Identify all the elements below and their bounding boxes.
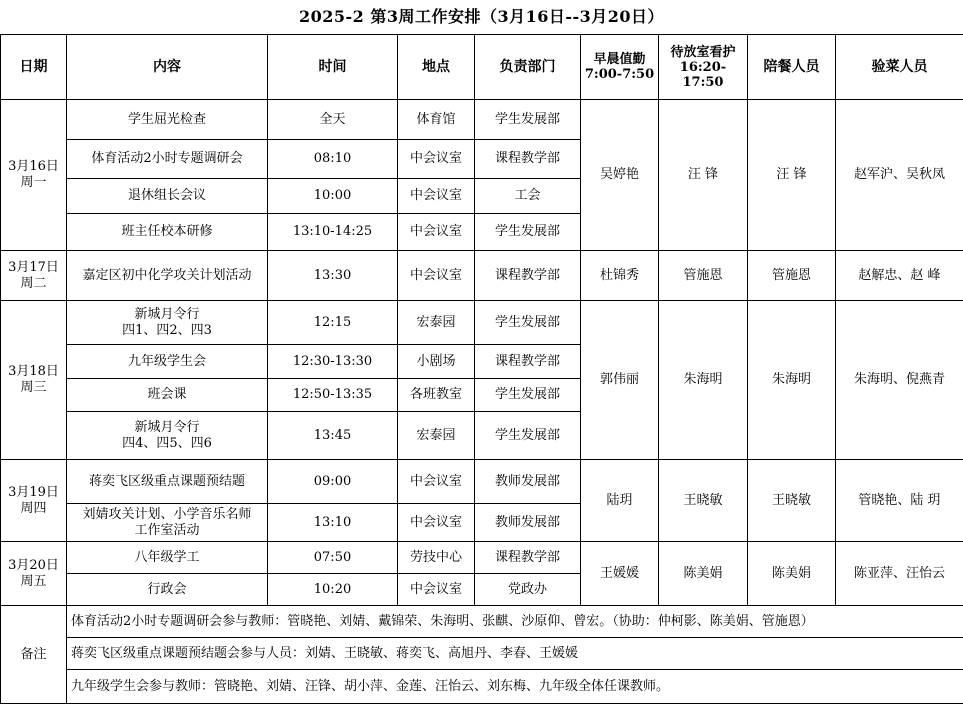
veg-cell: 朱海明、倪燕青 [836, 301, 963, 460]
notes-label: 备注 [1, 606, 67, 704]
notes-row [1, 670, 963, 704]
event-time: 10:00 [268, 179, 398, 214]
date-cell: 3月16日 周一 [1, 100, 67, 251]
event-dept: 课程教学部 [475, 345, 581, 379]
meal-cell: 管施恩 [748, 251, 836, 301]
note-item: 蒋奕飞区级重点课题预结题会参与人员：刘婧、王晓敏、蒋奕飞、高旭丹、李春、王媛媛 [67, 638, 963, 670]
event-content: 体育活动2小时专题调研会 [67, 140, 268, 179]
after-care-cell: 汪 锋 [659, 100, 748, 251]
meal-cell: 陈美娟 [748, 542, 836, 606]
event-dept: 学生发展部 [475, 100, 581, 140]
page-title: 2025-2 第3周工作安排（3月16日--3月20日） [298, 7, 665, 26]
event-dept: 教师发展部 [475, 460, 581, 504]
header-dept: 负责部门 [475, 35, 581, 100]
schedule-table [0, 34, 963, 704]
header-morning-time: 7:00-7:50 [584, 67, 655, 82]
morning-duty-cell: 陆玥 [581, 460, 659, 542]
event-place: 中会议室 [398, 460, 475, 504]
event-content: 班主任校本研修 [67, 214, 268, 251]
veg-cell: 赵解忠、赵 峰 [836, 251, 963, 301]
table-row [1, 100, 963, 140]
meal-cell: 汪 锋 [748, 100, 836, 251]
after-care-cell: 管施恩 [659, 251, 748, 301]
notes-row [1, 638, 963, 670]
morning-duty-cell: 王媛媛 [581, 542, 659, 606]
event-time: 13:10-14:25 [268, 214, 398, 251]
event-time: 09:00 [268, 460, 398, 504]
event-place: 中会议室 [398, 574, 475, 606]
event-dept: 教师发展部 [475, 504, 581, 542]
event-place: 体育馆 [398, 100, 475, 140]
event-time: 全天 [268, 100, 398, 140]
event-content: 新城月令行 四4、四5、四6 [67, 412, 268, 460]
event-content: 嘉定区初中化学攻关计划活动 [67, 251, 268, 301]
table-row [1, 301, 963, 345]
header-morning-duty [581, 35, 659, 100]
notes-row [1, 606, 963, 638]
event-dept: 学生发展部 [475, 214, 581, 251]
event-time: 08:10 [268, 140, 398, 179]
after-care-cell: 陈美娟 [659, 542, 748, 606]
event-place: 劳技中心 [398, 542, 475, 574]
after-care-cell: 朱海明 [659, 301, 748, 460]
event-place: 宏泰园 [398, 412, 475, 460]
event-place: 中会议室 [398, 140, 475, 179]
event-content: 行政会 [67, 574, 268, 606]
after-care-cell: 王晓敏 [659, 460, 748, 542]
event-time: 13:45 [268, 412, 398, 460]
event-time: 13:30 [268, 251, 398, 301]
event-time: 10:20 [268, 574, 398, 606]
event-time: 07:50 [268, 542, 398, 574]
event-content: 退休组长会议 [67, 179, 268, 214]
header-meal: 陪餐人员 [748, 35, 836, 100]
event-time: 13:10 [268, 504, 398, 542]
event-place: 小剧场 [398, 345, 475, 379]
table-row [1, 460, 963, 504]
event-dept: 课程教学部 [475, 140, 581, 179]
event-content: 学生屈光检查 [67, 100, 268, 140]
event-dept: 学生发展部 [475, 412, 581, 460]
veg-cell: 陈亚萍、汪怡云 [836, 542, 963, 606]
header-date: 日期 [1, 35, 67, 100]
header-place: 地点 [398, 35, 475, 100]
header-after-label: 待放室看护 [670, 44, 736, 60]
meal-cell: 朱海明 [748, 301, 836, 460]
event-place: 中会议室 [398, 251, 475, 301]
event-time: 12:15 [268, 301, 398, 345]
event-content: 九年级学生会 [67, 345, 268, 379]
morning-duty-cell: 吴婷艳 [581, 100, 659, 251]
header-morning-label: 早晨值勤 [593, 52, 646, 67]
header-content: 内容 [67, 35, 268, 100]
event-dept: 学生发展部 [475, 379, 581, 412]
event-content: 蒋奕飞区级重点课题预结题 [67, 460, 268, 504]
veg-cell: 赵军沪、吴秋凤 [836, 100, 963, 251]
note-item: 体育活动2小时专题调研会参与教师：管晓艳、刘婧、戴锦荣、朱海明、张麒、沙原仰、曾宏。（协助：仲柯影、陈美娟、管施恩） [67, 606, 963, 638]
event-content: 刘婧攻关计划、小学音乐名师 工作室活动 [67, 504, 268, 542]
event-dept: 工会 [475, 179, 581, 214]
event-time: 12:30-13:30 [268, 345, 398, 379]
table-row [1, 542, 963, 574]
event-dept: 党政办 [475, 574, 581, 606]
event-place: 中会议室 [398, 504, 475, 542]
event-content: 班会课 [67, 379, 268, 412]
header-after-time: 16:20-17:50 [679, 59, 727, 90]
note-item: 九年级学生会参与教师：管晓艳、刘婧、汪锋、胡小萍、金莲、汪怡云、刘东梅、九年级全体任课教师。 [67, 670, 963, 704]
event-time: 12:50-13:35 [268, 379, 398, 412]
event-place: 中会议室 [398, 214, 475, 251]
morning-duty-cell: 郭伟丽 [581, 301, 659, 460]
meal-cell: 王晓敏 [748, 460, 836, 542]
event-dept: 课程教学部 [475, 542, 581, 574]
date-cell: 3月20日 周五 [1, 542, 67, 606]
event-dept: 学生发展部 [475, 301, 581, 345]
event-content: 新城月令行 四1、四2、四3 [67, 301, 268, 345]
header-time: 时间 [268, 35, 398, 100]
table-row [1, 251, 963, 301]
date-cell: 3月17日 周二 [1, 251, 67, 301]
event-place: 各班教室 [398, 379, 475, 412]
header-veg: 验菜人员 [836, 35, 963, 100]
event-place: 宏泰园 [398, 301, 475, 345]
header-row [1, 35, 963, 100]
header-after-care [659, 35, 748, 100]
date-cell: 3月19日 周四 [1, 460, 67, 542]
date-cell: 3月18日 周三 [1, 301, 67, 460]
morning-duty-cell: 杜锦秀 [581, 251, 659, 301]
event-place: 中会议室 [398, 179, 475, 214]
event-dept: 课程教学部 [475, 251, 581, 301]
veg-cell: 管晓艳、陆 玥 [836, 460, 963, 542]
event-content: 八年级学工 [67, 542, 268, 574]
